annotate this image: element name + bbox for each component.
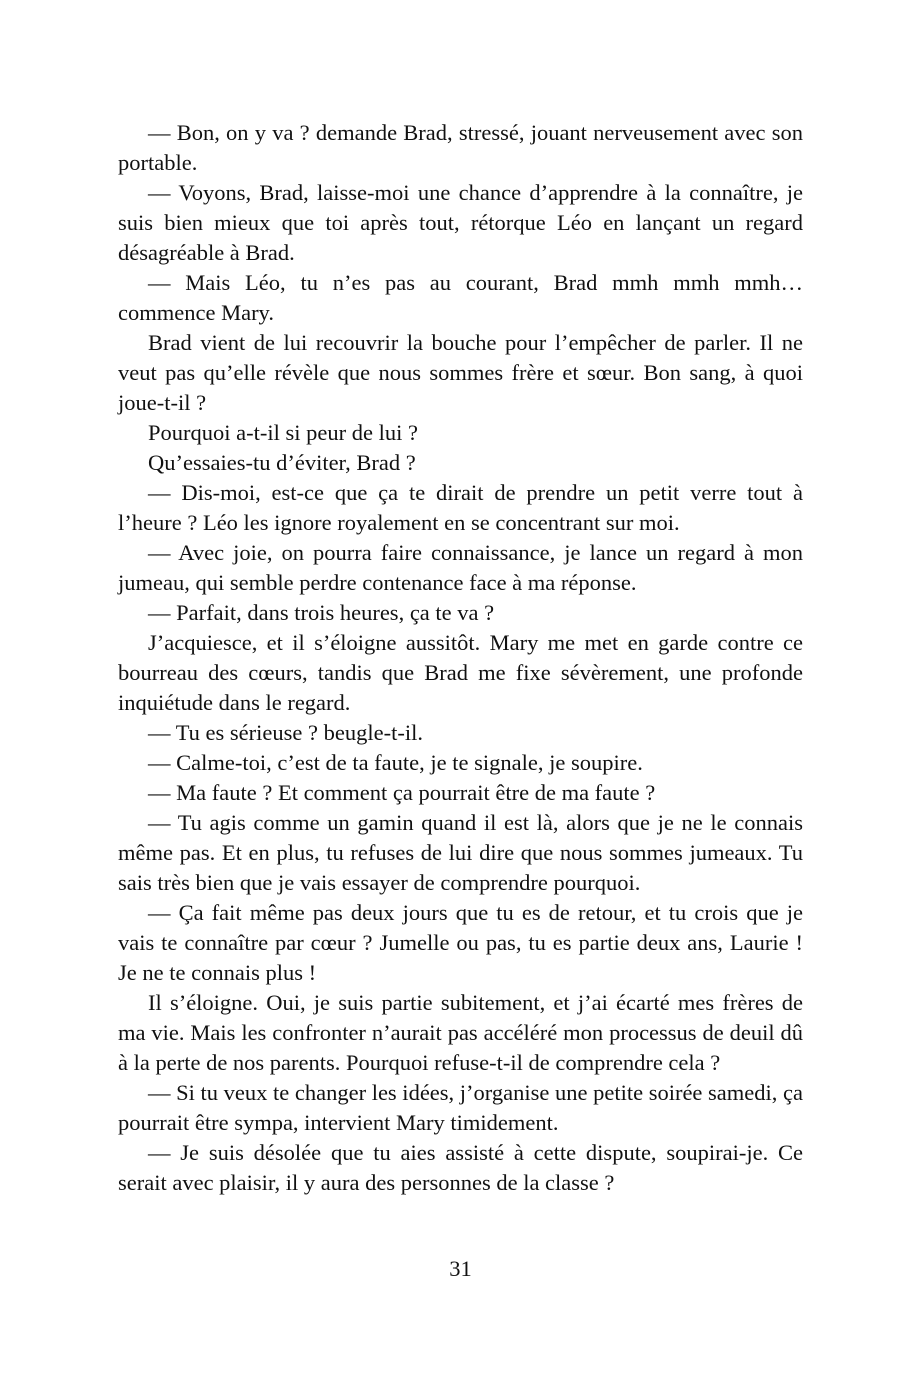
paragraph: — Dis-moi, est-ce que ça te dirait de prendre un petit verre tout à l’heure ? Léo les ignore royalement en se concentrant sur moi. xyxy=(118,480,803,535)
paragraph: — Voyons, Brad, laisse-moi une chance d’apprendre à la connaître, je suis bien mieux que toi après tout, rétorque Léo en lançant un regard désagréable à Brad. xyxy=(118,180,803,265)
paragraph: — Avec joie, on pourra faire connaissance, je lance un regard à mon jumeau, qui semble perdre contenance face à ma réponse. xyxy=(118,540,803,595)
paragraph: — Ma faute ? Et comment ça pourrait être de ma faute ? xyxy=(148,780,656,805)
paragraph: — Mais Léo, tu n’es pas au courant, Brad mmh mmh mmh… commence Mary. xyxy=(118,270,803,325)
paragraph: — Je suis désolée que tu aies assisté à cette dispute, soupirai-je. Ce serait avec plaisir, il y aura des personnes de la classe ? xyxy=(118,1140,803,1195)
paragraph: — Bon, on y va ? demande Brad, stressé, jouant nerveusement avec son portable. xyxy=(118,120,803,175)
paragraph: — Tu es sérieuse ? beugle-t-il. xyxy=(148,720,423,745)
paragraph: Il s’éloigne. Oui, je suis partie subitement, et j’ai écarté mes frères de ma vie. Mais les confronter n’aurait pas accéléré mon processus de deuil dû à la perte de nos parents. Pourquoi refuse-t-il de comprendre cela ? xyxy=(118,990,803,1075)
paragraph: Brad vient de lui recouvrir la bouche pour l’empêcher de parler. Il ne veut pas qu’elle révèle que nous sommes frère et sœur. Bon sang, à quoi joue-t-il ? xyxy=(118,330,803,415)
body-text xyxy=(118,118,803,1198)
page-number: 31 xyxy=(449,1256,472,1281)
paragraph: Pourquoi a-t-il si peur de lui ? xyxy=(148,420,418,445)
paragraph: — Parfait, dans trois heures, ça te va ? xyxy=(148,600,495,625)
paragraph: — Ça fait même pas deux jours que tu es de retour, et tu crois que je vais te connaître par cœur ? Jumelle ou pas, tu es partie deux ans, Laurie ! Je ne te connais plus ! xyxy=(118,900,803,985)
paragraph: — Si tu veux te changer les idées, j’organise une petite soirée samedi, ça pourrait être sympa, intervient Mary timidement. xyxy=(118,1080,803,1135)
paragraph: — Tu agis comme un gamin quand il est là, alors que je ne le connais même pas. Et en plus, tu refuses de lui dire que nous sommes jumeaux. Tu sais très bien que je vais essayer de comprendre pourquoi. xyxy=(118,810,803,895)
paragraph: — Calme-toi, c’est de ta faute, je te signale, je soupire. xyxy=(148,750,643,775)
paragraph: J’acquiesce, et il s’éloigne aussitôt. Mary me met en garde contre ce bourreau des cœurs, tandis que Brad me fixe sévèrement, une profonde inquiétude dans le regard. xyxy=(118,630,803,715)
paragraph: Qu’essaies-tu d’éviter, Brad ? xyxy=(148,450,416,475)
